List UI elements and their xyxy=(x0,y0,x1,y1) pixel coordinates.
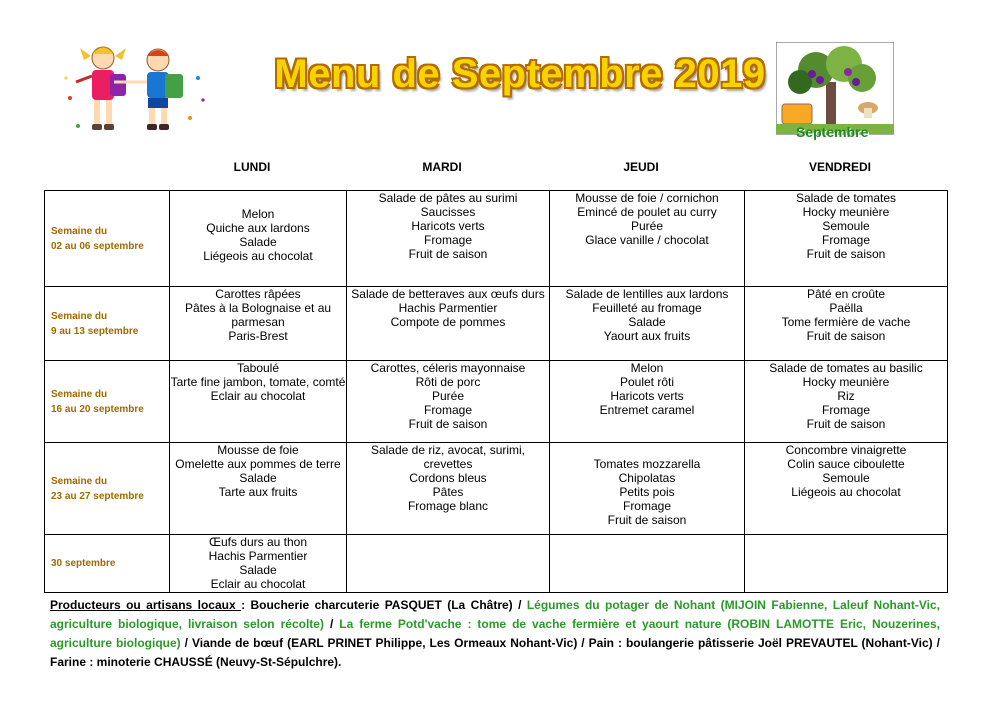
dish-item: Liégeois au chocolat xyxy=(203,249,313,263)
dish-item: Fromage xyxy=(821,403,871,417)
producer-dairy-farm: La ferme Potd'vache : tome de vache fermière et yaourt nature (ROBIN LAMOTTE Eric, Nouzerines, agriculture biologique) xyxy=(50,617,940,650)
week-label-dates: 23 au 27 septembre xyxy=(51,490,144,502)
dish-item: Fruit de saison xyxy=(806,247,886,261)
menu-cell-mardi xyxy=(347,191,550,287)
dish-item: Pâté en croûte xyxy=(806,287,886,301)
week-label xyxy=(45,535,170,593)
dish-item: Yaourt aux fruits xyxy=(603,329,691,343)
dish-item: Salade xyxy=(628,315,666,329)
dish-item: Tarte aux fruits xyxy=(218,485,298,499)
week-row xyxy=(45,443,948,535)
dish-item: Pâtes à la Bolognaise et au parmesan xyxy=(184,301,332,329)
menu-cell-vendredi xyxy=(745,191,948,287)
separator: / xyxy=(323,617,340,631)
menu-cell-vendredi xyxy=(745,535,948,593)
week-label-line: Semaine du xyxy=(51,388,108,400)
dish-item: Carottes râpées xyxy=(215,287,301,301)
dish-item: Semoule xyxy=(822,219,870,233)
week-row xyxy=(45,287,948,361)
producer-beef-bread-flour: / Viande de bœuf (EARL PRINET Philippe, Les Ormeaux Nohant-Vic) / Pain : boulangerie pâtisserie Joël PREVAUTEL (Nohant-Vic) / Farine : minoterie CHAUSSÉ (Neuvy-St-Sépulchre). xyxy=(50,636,940,669)
menu-cell-lundi xyxy=(170,535,347,593)
dish-item: Poulet rôti xyxy=(619,375,675,389)
dish-item: Fruit de saison xyxy=(607,513,687,527)
producer-vegetables: Légumes du potager de Nohant (MIJOIN Fabienne, Laleuf Nohant-Vic, agriculture biologique, livraison selon récolte) xyxy=(50,598,941,631)
dish-item: Salade de tomates au basilic xyxy=(769,361,923,375)
dish-item: Feuilleté au fromage xyxy=(592,301,702,315)
dish-item: Salade xyxy=(239,235,277,249)
dish-item: Colin sauce ciboulette xyxy=(787,457,905,471)
week-row xyxy=(45,361,948,443)
dish-item: Riz xyxy=(837,389,855,403)
dish-item: Hachis Parmentier xyxy=(208,549,308,563)
dish-item: Mousse de foie xyxy=(217,443,299,457)
dish-item: Salade de betteraves aux œufs durs xyxy=(351,287,545,301)
menu-cell-jeudi xyxy=(550,287,745,361)
dish-item: Saucisses xyxy=(420,205,476,219)
local-producers-note xyxy=(50,596,940,672)
menu-cell-lundi xyxy=(170,287,347,361)
september-logo-label: Septembre xyxy=(796,124,869,140)
dish-item: Fromage xyxy=(821,233,871,247)
producers-heading: Producteurs ou artisans locaux xyxy=(50,598,242,612)
menu-cell-vendredi xyxy=(745,443,948,535)
dish-item: Fromage xyxy=(423,233,473,247)
dish-item: Compote de pommes xyxy=(390,315,506,329)
dish-item: Carottes, céleris mayonnaise xyxy=(370,361,526,375)
dish-item: Purée xyxy=(431,389,465,403)
dish-item: Concombre vinaigrette xyxy=(785,443,907,457)
week-label-line: Semaine du xyxy=(51,475,108,487)
dish-item: Fruit de saison xyxy=(408,417,488,431)
dish-item: Hachis Parmentier xyxy=(398,301,498,315)
menu-cell-mardi xyxy=(347,535,550,593)
dish-item: Fruit de saison xyxy=(408,247,488,261)
day-header-vendredi: VENDREDI xyxy=(808,160,871,174)
menu-cell-lundi xyxy=(170,191,347,287)
menu-cell-vendredi xyxy=(745,361,948,443)
dish-item: Œufs durs au thon xyxy=(208,535,308,549)
page-title: Menu de Septembre 2019 xyxy=(274,52,766,96)
dish-item: Rôti de porc xyxy=(415,375,481,389)
week-label xyxy=(45,443,170,535)
dish-item: Salade de lentilles aux lardons xyxy=(565,287,729,301)
dish-item: Petits pois xyxy=(619,485,675,499)
dish-item: Melon xyxy=(241,207,275,221)
day-header-mardi: MARDI xyxy=(422,160,462,174)
dish-item: Salade xyxy=(239,563,277,577)
week-label-dates: 16 au 20 septembre xyxy=(51,403,144,415)
dish-item: Fromage blanc xyxy=(407,499,489,513)
dish-item: Tome fermière de vache xyxy=(781,315,911,329)
dish-item: Tarte fine jambon, tomate, comté xyxy=(170,375,346,389)
dish-item: Mousse de foie / cornichon xyxy=(575,191,719,205)
dish-item: Purée xyxy=(630,219,664,233)
dish-item: Salade de riz, avocat, surimi, crevettes xyxy=(370,443,526,471)
dish-item: Chipolatas xyxy=(618,471,676,485)
dish-item: Liégeois au chocolat xyxy=(791,485,901,499)
menu-cell-jeudi xyxy=(550,443,745,535)
dish-item: Emincé de poulet au curry xyxy=(577,205,717,219)
dish-item: Tomates mozzarella xyxy=(593,457,701,471)
producer-butcher: : Boucherie charcuterie PASQUET (La Châtre) / xyxy=(241,598,527,612)
menu-cell-lundi xyxy=(170,443,347,535)
menu-cell-jeudi xyxy=(550,191,745,287)
menu-cell-jeudi xyxy=(550,535,745,593)
dish-item: Eclair au chocolat xyxy=(210,389,306,403)
dish-item: Hocky meunière xyxy=(802,375,890,389)
dish-item: Haricots verts xyxy=(610,389,684,403)
menu-cell-lundi xyxy=(170,361,347,443)
week-label-dates: 9 au 13 septembre xyxy=(51,325,139,337)
dish-item: Haricots verts xyxy=(411,219,485,233)
menu-cell-mardi xyxy=(347,287,550,361)
day-header-lundi: LUNDI xyxy=(233,160,271,174)
dish-item: Fromage xyxy=(423,403,473,417)
dish-item: Semoule xyxy=(822,471,870,485)
week-row xyxy=(45,535,948,593)
dish-item: Omelette aux pommes de terre xyxy=(175,457,341,471)
week-label xyxy=(45,191,170,287)
dish-item: Pâtes xyxy=(432,485,464,499)
dish-item: Taboulé xyxy=(236,361,280,375)
school-kids-illustration xyxy=(58,38,208,148)
week-label-line: Semaine du xyxy=(51,225,108,237)
menu-cell-mardi xyxy=(347,361,550,443)
dish-item: Salade xyxy=(239,471,277,485)
dish-item: Cordons bleus xyxy=(409,471,487,485)
week-label xyxy=(45,361,170,443)
week-label xyxy=(45,287,170,361)
week-label-line: Semaine du xyxy=(51,310,108,322)
week-label-line: 30 septembre xyxy=(51,558,116,569)
menu-cell-mardi xyxy=(347,443,550,535)
menu-cell-jeudi xyxy=(550,361,745,443)
menu-table xyxy=(44,190,948,593)
dish-item: Fruit de saison xyxy=(806,417,886,431)
dish-item: Entremet caramel xyxy=(599,403,695,417)
dish-item: Paris-Brest xyxy=(228,329,288,343)
dish-item: Quiche aux lardons xyxy=(206,221,310,235)
week-row xyxy=(45,191,948,287)
day-header-jeudi: JEUDI xyxy=(623,160,659,174)
menu-cell-vendredi xyxy=(745,287,948,361)
dish-item: Fruit de saison xyxy=(806,329,886,343)
dish-item: Melon xyxy=(630,361,664,375)
week-label-dates: 02 au 06 septembre xyxy=(51,240,144,252)
dish-item: Fromage xyxy=(622,499,672,513)
dish-item: Salade de pâtes au surimi xyxy=(378,191,518,205)
dish-item: Hocky meunière xyxy=(802,205,890,219)
dish-item: Paëlla xyxy=(829,301,863,315)
dish-item: Salade de tomates xyxy=(795,191,897,205)
dish-item: Glace vanille / chocolat xyxy=(585,233,709,247)
dish-item: Eclair au chocolat xyxy=(210,577,306,591)
